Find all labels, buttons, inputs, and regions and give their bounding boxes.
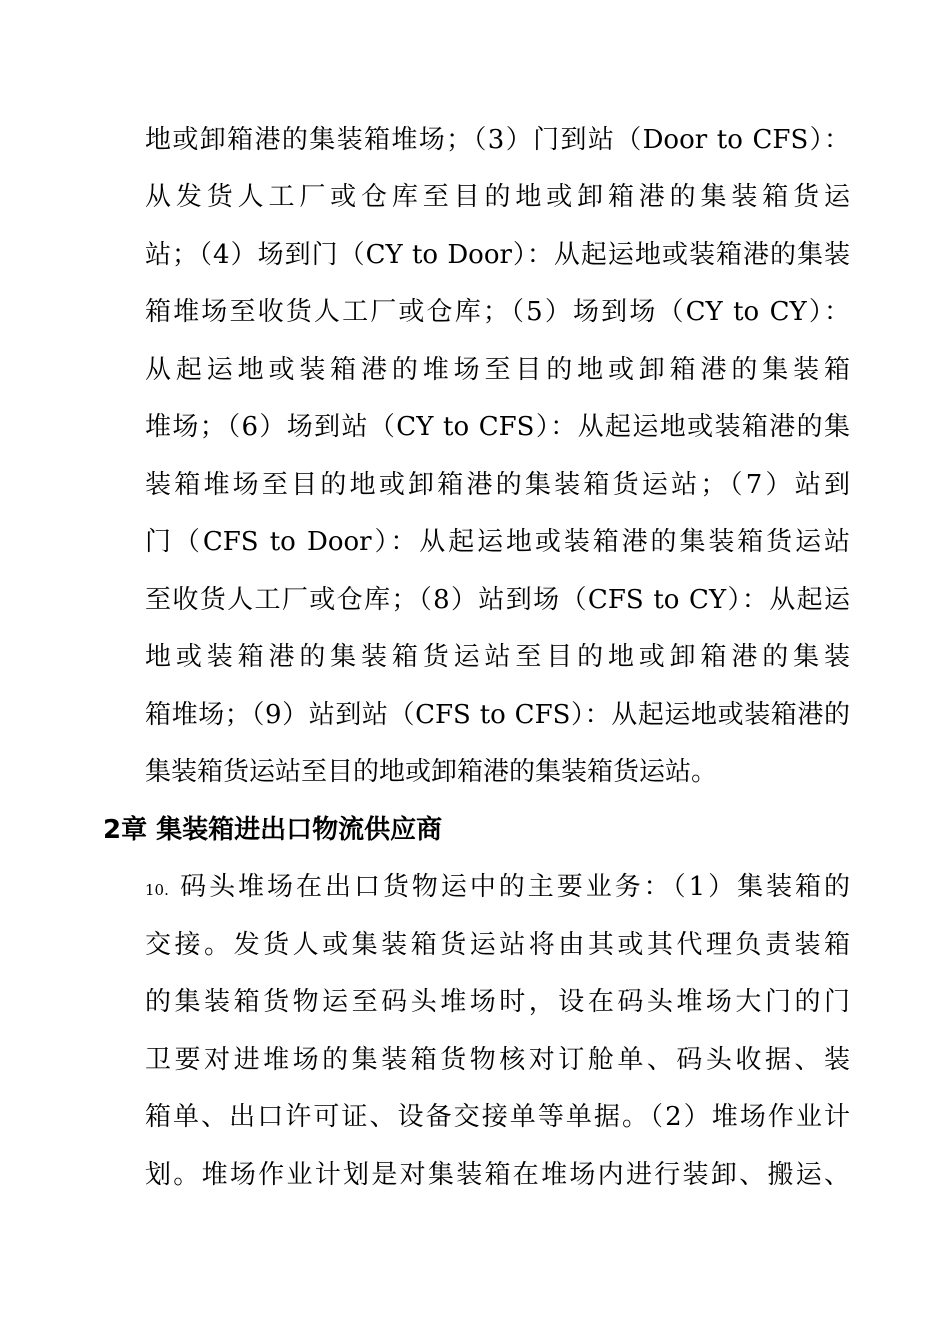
chapter-heading: 2章 集装箱进出口物流供应商 bbox=[103, 815, 443, 845]
paragraph-line: 集装箱货运站至目的地或卸箱港的集装箱货运站。 bbox=[145, 757, 718, 787]
paragraph-line: 交接。发货人或集装箱货运站将由其或其代理负责装箱 bbox=[145, 930, 850, 960]
paragraph-line: 卫要对进堆场的集装箱货物核对订舱单、码头收据、装 bbox=[145, 1045, 850, 1075]
paragraph-line: 箱单、出口许可证、设备交接单等单据。（2）堆场作业计 bbox=[145, 1102, 850, 1132]
paragraph-line-text: 码头堆场在出口货物运中的主要业务：（1）集装箱的 bbox=[180, 872, 851, 902]
paragraph-line: 箱堆场至收货人工厂或仓库；（5）场到场（CY to CY）： bbox=[145, 297, 850, 327]
paragraph-line: 的集装箱货物运至码头堆场时，设在码头堆场大门的门 bbox=[145, 987, 850, 1017]
paragraph-line: 堆场；（6）场到站（CY to CFS）：从起运地或装箱港的集 bbox=[145, 412, 850, 442]
paragraph-line: 装箱堆场至目的地或卸箱港的集装箱货运站；（7）站到 bbox=[145, 470, 850, 500]
paragraph-line: 站；（4）场到门（CY to Door）：从起运地或装箱港的集装 bbox=[145, 240, 850, 270]
paragraph-line: 从起运地或装箱港的堆场至目的地或卸箱港的集装箱 bbox=[145, 355, 850, 385]
paragraph-line: 地或卸箱港的集装箱堆场；（3）门到站（Door to CFS）： bbox=[145, 125, 850, 155]
paragraph-line: 至收货人工厂或仓库；（8）站到场（CFS to CY）：从起运 bbox=[145, 585, 850, 615]
paragraph-line: 门（CFS to Door）：从起运地或装箱港的集装箱货运站 bbox=[145, 527, 850, 557]
item-number: 10. bbox=[145, 881, 169, 899]
paragraph-line: 划。堆场作业计划是对集装箱在堆场内进行装卸、搬运、 bbox=[145, 1160, 850, 1190]
paragraph-line: 地或装箱港的集装箱货运站至目的地或卸箱港的集装 bbox=[145, 642, 850, 672]
paragraph-line: 箱堆场；（9）站到站（CFS to CFS）：从起运地或装箱港的 bbox=[145, 700, 850, 730]
paragraph-first-line bbox=[145, 867, 850, 907]
paragraph-line: 从发货人工厂或仓库至目的地或卸箱港的集装箱货运 bbox=[145, 182, 850, 212]
